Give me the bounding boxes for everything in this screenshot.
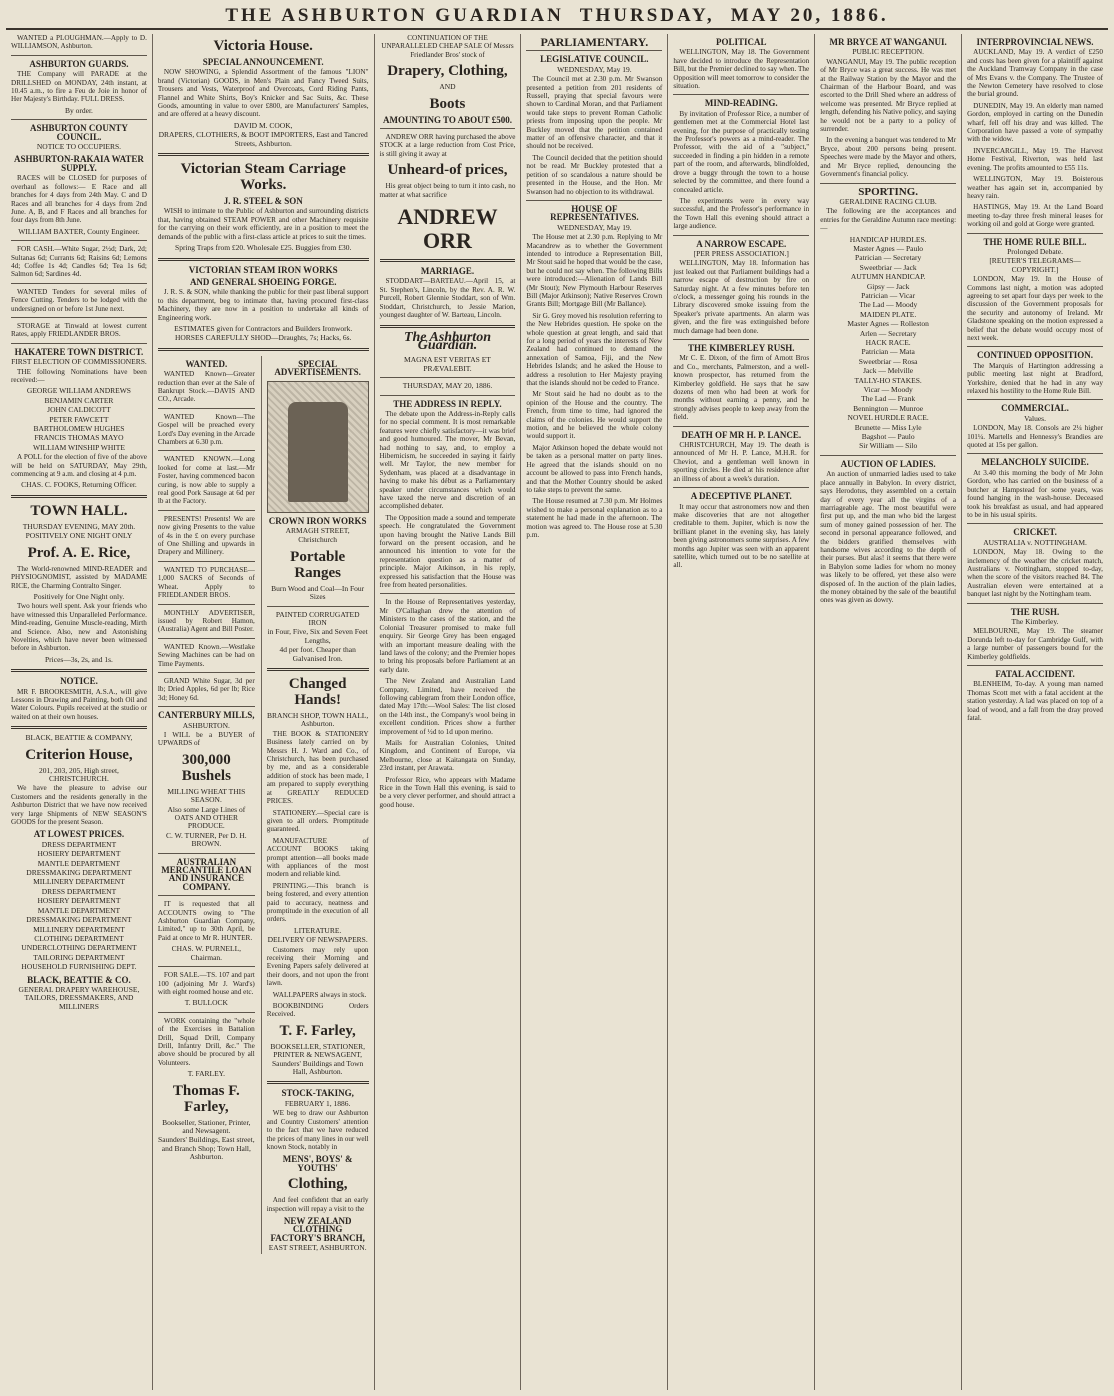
department: HOSIERY DEPARTMENT bbox=[37, 896, 121, 906]
candidate: PETER FAWCETT bbox=[49, 414, 109, 424]
and-word: AND bbox=[439, 82, 456, 92]
poll-sign: CHAS. C. FOOKS, Returning Officer. bbox=[21, 480, 137, 490]
house-body3: Mr Stout said he had no doubt as to the opinion of the House and the country. The French, from time to time, had ignored the claims of the colonies. He would support the motion, and he believed the whole colony would support it. bbox=[526, 390, 663, 441]
department: DRESS DEPARTMENT bbox=[41, 886, 117, 896]
masthead-date: MAY 20, 1886. bbox=[730, 5, 889, 26]
candidate: GEORGE WILLIAM ANDREWS bbox=[26, 386, 131, 396]
steel-prices: Spring Traps from £20. Wholesale £25. Buggies from £30. bbox=[175, 243, 352, 253]
heading-portable: Portable Ranges bbox=[290, 548, 346, 581]
house-body2: Sir G. Grey moved his resolution referring to the New Hebrides question. He spoke on the whole question at great length, and said that for a long period of years the interests of New Zealand had continued to demand the annexation of Samoa, Fiji, and the New Hebrides Islands; and he asked the House to address a resolution to Her Majesty praying that the islands should not be ceded to France. bbox=[526, 311, 663, 388]
unheard-prices: Unheard-of prices, bbox=[387, 162, 508, 179]
heading-hakatere: HAKATERE TOWN DISTRICT. bbox=[14, 346, 144, 357]
race-line: HANDICAP HURDLES. bbox=[849, 234, 927, 244]
candidate: BENJAMIN CARTER bbox=[44, 395, 114, 405]
leg-body: The Council met at 2.30 p.m. Mr Swanson presented a petition from 201 residents of Russell, praying that special favours were shown to Cardinal Moran, and that Parliament would take steps to prevent Roman Catholic priests from imposing upon the people. Mr Buckley moved that the petition contained matter of an offensive character, and that it should not be received. bbox=[526, 75, 663, 151]
painted2: in Four, Five, Six and Seven Feet Lengths, bbox=[267, 627, 368, 645]
oats: Also some Large Lines of OATS AND OTHER PRODUCE. bbox=[167, 804, 246, 831]
horses: HORSES CAREFULLY SHOD—Draughts, 7s; Hacks, 6s. bbox=[174, 333, 352, 343]
house-body4: Major Atkinson hoped the debate would not be taken as a personal matter on party lines. He agreed that the islands should on no account be allowed to pass into French hands, and that the Mother Country should be asked to take steps to prevent the same. bbox=[526, 443, 663, 494]
races-sign: WILLIAM BAXTER, County Engineer. bbox=[18, 226, 140, 236]
stationery: STATIONERY.—Special care is given to all orders. Promptitude guaranteed. bbox=[266, 808, 369, 834]
black-beattie: BLACK, BEATTIE & COMPANY, bbox=[25, 733, 133, 743]
wanted-ad: WANTED Known—Greater reduction than ever at the Sale of Bankrupt Stock.—DAVIS AND CO., Arcade. bbox=[157, 370, 255, 404]
column-8 bbox=[962, 34, 1108, 1390]
race-line: Sir William — Silo bbox=[859, 441, 918, 451]
steel-body: WISH to intimate to the Public of Ashburton and surrounding districts that, having obtained STEAM POWER and other Machinery requisite for the carrying on their work efficiently, are in a position to meet the demands of the public with a first-class article at prices to suit the times. bbox=[157, 207, 369, 241]
bushels: 300,000 Bushels bbox=[181, 751, 231, 784]
heading-death: DEATH OF MR H. P. LANCE. bbox=[681, 429, 802, 440]
heading-parliamentary: PARLIAMENTARY. bbox=[540, 35, 649, 49]
heading-geraldine: GERALDINE RACING CLUB. bbox=[839, 196, 937, 206]
candidate: JOHN CALDICOTT bbox=[47, 405, 111, 415]
literature: LITERATURE. bbox=[294, 925, 342, 935]
victoria-body: NOW SHOWING, a Splendid Assortment of the famous "LION" brand (Victorian) GOODS, in Men's Plain and Fancy Tweed Suits, Trousers and Vests, Waterproof and Overcoats, Cord Riding Pants, Flannel and White Shirts, Boy's Knicker and Sac Suits, &c. These Goods, amounting in value to over £800, are Manufacturers' Samples, and are offered at a heavy discount. bbox=[157, 68, 369, 119]
stock-date: FEBRUARY 1, 1886. bbox=[284, 1098, 351, 1108]
hastings-text: HASTINGS, May 19. At the Land Board meeting to-day three fresh mineral leases for working oil and gold at Gorge were granted. bbox=[967, 203, 1103, 229]
boots: Boots bbox=[429, 95, 466, 112]
department: MILLINERY DEPARTMENT bbox=[33, 924, 125, 934]
dunedin-text: DUNEDIN, May 19. An elderly man named Gordon, employed in carting on the Dunedin wharf, fell off his dray and was killed. The Corporation have passed a vote of sympathy with the widow. bbox=[967, 101, 1103, 144]
races-text: RACES will be CLOSED for purposes of overhaul as follows:— E Race and all branches for 4 days from 24th May. C and D Races and all branches for 4 days from 2nd June. A, B, and F Races and all branches for four days from 8th June. bbox=[11, 174, 147, 225]
narrow-sub: [PER PRESS ASSOCIATION.] bbox=[693, 248, 789, 258]
heading-interprovincial: INTERPROVINCIAL NEWS. bbox=[976, 37, 1094, 47]
address-para: Mails for Australian Colonies, United Kingdom, and Continent of Europe, via Melbourne, close at Kaitangata on Sunday, 23rd instant, per Arawata. bbox=[379, 738, 516, 773]
column-5 bbox=[521, 34, 668, 1390]
heading-sporting: SPORTING. bbox=[858, 185, 919, 198]
house-body: The House met at 2.30 p.m. Replying to Mr Macandrew as to whether the Government intended to introduce a Representation Bill, Mr Stout said he hoped that would be the case, but he could not say when. The following Bills were introduced:—Alienation of Lands Bill (Mr Stout); New Plymouth Harbour Reserves Bill (Major Atkinson); Native Reserves Crown Grants Bill; Mortgage Bill (Mr Ballance). bbox=[526, 233, 663, 309]
criterion-body: We have the pleasure to advise our Customers and the residents generally in the Ashburton District that we have now received very large Shipments of NEW SEASON'S GOODS for the present Season. bbox=[11, 784, 147, 827]
address-para: The New Zealand and Australian Land Company, Limited, have received the following cablegram from their London office, dated May 17th:—Wool Sales: The list closed on the 14th inst., the Company's wool being in excellent condition. Prices show a further improvement of ½d to 1d upon merino. bbox=[379, 677, 516, 736]
forge-body: J. R. S. & SON, while thanking the public for their past liberal support to this department, beg to intimate that, having procured first-class Machinery, they are now in a position to undertake all kinds of Engineering work. bbox=[157, 288, 369, 322]
election-text: THE following Nominations have been received:— bbox=[11, 367, 147, 384]
race-line: Gipsy — Jack bbox=[866, 281, 910, 291]
department: UNDERCLOTHING DEPARTMENT bbox=[21, 943, 137, 953]
address-para: The debate upon the Address-in-Reply calls for no special comment. It is most remarkable features were chiefly satisfactory—it was brief and good humoured. The mover, Mr Bevan, had nothing to say, and, to employ a Hibernicism, he succeeded in saying it fairly well. Mr Taylor, the new member for Sydenham, was placed at a disadvantage in having to make his début as a Parliamentary speaker under circumstances which would have taxed the nerve and discretion of an accomplished debater. bbox=[379, 409, 516, 511]
heading-narrow-escape: A NARROW ESCAPE. bbox=[696, 238, 787, 249]
mens-boys: MENS', BOYS' & YOUTHS' bbox=[282, 1154, 353, 1173]
heading-water: ASHBURTON-RAKAIA WATER SUPPLY. bbox=[13, 154, 144, 173]
candidate: FRANCIS THOMAS MAYO bbox=[34, 433, 124, 443]
wanted-ad: WANTED TO PURCHASE—1,000 SACKS of Seconds of Wheat. Apply to FRIEDLANDER BROS. bbox=[157, 565, 255, 600]
steel-son: J. R. STEEL & SON bbox=[223, 196, 303, 207]
masthead-title: THE ASHBURTON GUARDIAN bbox=[225, 5, 564, 26]
heading-deceptive: A DECEPTIVE PLANET. bbox=[690, 491, 792, 502]
race-line: HACK RACE. bbox=[865, 338, 911, 347]
lance-text: CHRISTCHURCH, May 19. The death is announced of Mr H. P. Lance, M.H.R. for Cheviot, and a gentleman well known in sporting circles. He died at his residence after an illness of about a week's duration. bbox=[673, 441, 810, 483]
poll-text: A POLL for the election of five of the above will be held on SATURDAY, May 29th, commencing at 9 a.m. and closing at 4 p.m. bbox=[11, 453, 147, 479]
heading-notice: NOTICE TO OCCUPIERS. bbox=[36, 142, 121, 152]
mind-body2: The experiments were in every way successful, and the Professor's performance in the Town Hall this evening should attract a large audience. bbox=[673, 196, 810, 231]
reuters: [REUTER'S TELEGRAMS—COPYRIGHT.] bbox=[989, 256, 1081, 274]
rice-body: Two hours well spent. Ask your friends who have witnessed this Unparalleled Performance. Mind-reading, Genuine Muscle-reading, Mirth and Science. Also, new and Astonishing Novelties, which have never been witnessed before in Ashburton. bbox=[11, 602, 147, 653]
paper-title: The Ashburton Guardian. bbox=[403, 329, 491, 353]
race-line: Sweetbriar — Rosa bbox=[858, 356, 918, 366]
wanted-ad: WANTED Known.—Westlake Sewing Machines can be had on Time Payments. bbox=[157, 642, 255, 668]
address-para: The Opposition made a sound and temperate speech. He congratulated the Government upon having brought the Native Lands Bill forward on the present occasion, and he announced his intention to vote for the representation question as a matter of principle. Major Atkinson, in his reply, expressed his satisfaction that the House was free from heated personalities. bbox=[379, 513, 516, 590]
estimates: ESTIMATES given for Contractors and Builders Ironwork. bbox=[174, 323, 353, 333]
race-line: Arlen — Secretary bbox=[859, 328, 917, 338]
kimberley-sub: The Kimberley. bbox=[1011, 616, 1059, 626]
kimberley-text: Mr C. E. Dixon, of the firm of Arnott Bros and Co., merchants, Palmerston, and a well-known prospector, has returned from the Kimberley goldfield. He says that he saw dozens of men who had been at work for months without earning a penny, and he strongly advises people to keep away from the field. bbox=[673, 354, 810, 422]
heading-ladies: AUCTION OF LADIES. bbox=[840, 458, 936, 469]
heading-special-adv: SPECIAL ADVERTISEMENTS. bbox=[274, 358, 361, 378]
amounting: AMOUNTING TO ABOUT £500. bbox=[382, 114, 512, 125]
mills-sign: C. W. TURNER, Per D. H. BROWN. bbox=[165, 830, 247, 849]
marriage-text: STODDART—BARTEAU.—April 15, at St. Stephen's, Lincoln, by the Rev. A. R. W. Purcell, Robert Glennie Stoddart, son of Wm. Stoddart, Christchurch, to Jessie Marion, youngest daughter of W. Barteau, Lincoln. bbox=[379, 277, 516, 320]
brookesmith-text: MR F. BROOKESMITH, A.S.A., will give Lessons in Drawing and Painting, both Oil and Water Colours. Pupils received at the studio or waited on at their own houses. bbox=[11, 687, 147, 721]
heading-mindreading: MIND-READING. bbox=[704, 98, 778, 109]
department: MANTLE DEPARTMENT bbox=[37, 905, 121, 915]
heading-forge: AND GENERAL SHOEING FORGE. bbox=[189, 276, 337, 287]
wallpaper: WALLPAPERS always in stock. bbox=[272, 990, 367, 999]
heading-thomas: Thomas F. Farley, bbox=[172, 1082, 240, 1115]
christchurch: Christchurch bbox=[298, 535, 338, 545]
paper-date: THURSDAY, MAY 20, 1886. bbox=[402, 381, 493, 391]
heading-stocktaking: STOCK-TAKING, bbox=[281, 1088, 354, 1099]
storage-text: STORAGE at Tinwald at lowest current Rates, apply FRIEDLANDER BROS. bbox=[11, 321, 147, 339]
masthead-day: THURSDAY, bbox=[579, 5, 715, 26]
victoria-sign2: DRAPERS, CLOTHIERS, & BOOT IMPORTERS, East and Tancred Streets, Ashburton. bbox=[158, 130, 368, 148]
race-line: MAIDEN PLATE. bbox=[860, 309, 917, 319]
heading-notice2: NOTICE. bbox=[60, 676, 98, 687]
heading-kimberley: THE KIMBERLEY RUSH. bbox=[688, 343, 795, 353]
heading-homerule: THE HOME RULE BILL. bbox=[983, 236, 1087, 247]
column-6 bbox=[668, 34, 815, 1390]
heading-criterion: Criterion House, bbox=[25, 746, 133, 763]
guards-text: THE Company will PARADE at the DRILLSHED on MONDAY, 24th instant, at 10.45 a.m., to fire a Feu de Joie in honor of Her Majesty's Birthday. FULL DRESS. bbox=[11, 70, 147, 104]
heading-steam: Victorian Steam Carriage Works. bbox=[180, 161, 346, 194]
thursday-evening: THURSDAY EVENING, MAY 20th. bbox=[22, 521, 136, 531]
crown-iron-works: CROWN IRON WORKS bbox=[268, 515, 367, 526]
crown-iron-works-illustration bbox=[267, 381, 369, 513]
notice-accounts: IT is requested that all ACCOUNTS owing to "The Ashburton Guardian Company, Limited," up to 30th April, be Paid at once to Mr R. HUNTER. bbox=[157, 900, 255, 942]
andrew-orr: ANDREW ORR bbox=[397, 204, 498, 254]
column-1 bbox=[6, 34, 153, 1390]
race-line: Patrician — Vicar bbox=[861, 290, 916, 300]
farley-sign: T. FARLEY. bbox=[187, 1069, 225, 1079]
lowest-prices: AT LOWEST PRICES. bbox=[33, 829, 125, 840]
wanted-ad: MONTHLY ADVERTISER, issued by Robert Hamon, (Australia) Agent and Bill Poster. bbox=[157, 608, 255, 634]
printing: PRINTING.—This branch is being fostered, and every attention paid to accuracy, neatness and promptitude in the execution of all orders. bbox=[266, 881, 369, 924]
race-line: Patrician — Secretary bbox=[855, 253, 922, 263]
thomas-sub: Bookseller, Stationer, Printer, and Newsagent. bbox=[162, 1117, 251, 1135]
race-line: The Lad — Frank bbox=[861, 394, 916, 404]
fatal-text: BLENHEIM, To-day. A young man named Thomas Scott met with a fatal accident at the station yesterday. A lad was placed on top of a load of wood, and a fall from the dray proved fatal. bbox=[967, 680, 1103, 723]
race-line: Sweetbriar — Jack bbox=[859, 262, 917, 272]
footer-black-beattie: BLACK, BEATTIE & CO. bbox=[27, 974, 131, 985]
special-ads-column bbox=[261, 356, 369, 1254]
heading-legislative: LEGISLATIVE COUNCIL. bbox=[540, 54, 649, 65]
thomas-addr: Saunders' Buildings, East street, and Branch Shop; Town Hall, Ashburton. bbox=[158, 1135, 255, 1162]
wanted-ad: WANTED Known—The Gospel will be preached every Lord's Day evening in the Arcade Chambers at 6.30 p.m. bbox=[157, 412, 255, 446]
masthead bbox=[6, 4, 1108, 30]
tenders-text: WANTED Tenders for several miles of Fence Cutting. Tenders to be lodged with the undersigned on or before 1st June next. bbox=[11, 287, 147, 313]
rice-one: Positively for One Night only. bbox=[33, 591, 125, 601]
deceptive-text: It may occur that astronomers now and then make discoveries that are not altogether creditable to them. Jupiter, which is now the brilliant planet in the evening sky, has lately been giving astronomers some surprises. A few months ago Jupiter was seen with an apparent satellite, which turned out to be no satellite at all. bbox=[673, 502, 810, 570]
department: MANTLE DEPARTMENT bbox=[37, 858, 121, 868]
reception-text: WANGANUI, May 19. The public reception of Mr Bryce was a great success. He was met at the Railway Station by the Mayor and the Chairman of the Harbour Board, and was escorted to the Drill Shed where an address of welcome was presented. Mr Bryce replied at length, defending his Native policy, and saying he would not be a party to a policy of surrender. bbox=[820, 57, 957, 134]
department: DRESS DEPARTMENT bbox=[41, 839, 117, 849]
heading-reception: PUBLIC RECEPTION. bbox=[852, 47, 924, 57]
race-line: Patrician — Mata bbox=[861, 347, 915, 357]
range-image bbox=[288, 402, 348, 502]
race-line: Brunette — Miss Lyle bbox=[854, 422, 922, 432]
heading-commercial: COMMERCIAL. bbox=[1001, 403, 1069, 414]
commercial-text: LONDON, May 18. Consols are 2¼ higher 101¼. Martells and Hennessy's Brandies are quoted at 15s per gallon. bbox=[967, 424, 1103, 450]
cricket-sub: AUSTRALIA v. NOTTINGHAM. bbox=[983, 537, 1087, 547]
heading-fatal: FATAL ACCIDENT. bbox=[995, 669, 1075, 679]
delivery: DELIVERY OF NEWSPAPERS. bbox=[267, 935, 368, 945]
heading-tf-farley: T. F. Farley, bbox=[279, 1022, 356, 1039]
race-line: Bagshot — Paulo bbox=[861, 432, 915, 442]
victoria-sign: DAVID M. COOK, bbox=[233, 120, 293, 130]
heading-melancholy: MELANCHOLY SUICIDE. bbox=[981, 457, 1089, 468]
column-7 bbox=[815, 34, 962, 1390]
race-line: The Lad — Moody bbox=[859, 300, 918, 310]
clothing: Clothing, bbox=[287, 1176, 348, 1193]
heading-cricket: CRICKET. bbox=[1013, 527, 1057, 538]
tf-sub: BOOKSELLER, STATIONER, PRINTER & NEWSAGENT, Saunders' Buildings and Town Hall, Ashburton. bbox=[270, 1041, 365, 1077]
heading-canterbury: CANTERBURY MILLS, bbox=[158, 710, 255, 721]
bullock: T. BULLOCK bbox=[184, 998, 228, 1008]
department: TAILORING DEPARTMENT bbox=[33, 952, 125, 962]
address-para: In the House of Representatives yesterday, Mr O'Callaghan drew the attention of Ministers to the cases of the station, and the Colonial Treasurer promised to make full enquiry. Sir George Grey has been engaged with an important measure dealing with the land laws of the colony; and the Premier hopes to bring his proposals before Parliament at an early date. bbox=[379, 598, 516, 674]
leg-body2: The Council decided that the petition should not be read. Mr Buckley protested that a petition of so scandalous a nature should be presented in the House, and the Hon. Mr Swanson had no objection to its withdrawal. bbox=[526, 153, 663, 196]
orr-body: ANDREW ORR having purchased the above STOCK at a large reduction from Cost Price, is still giving it away at bbox=[379, 133, 516, 158]
heading-rush: THE RUSH. bbox=[1010, 606, 1060, 617]
motto: MAGNA EST VERITAS ET PRÆVALEBIT. bbox=[404, 355, 491, 373]
department: DRESSMAKING DEPARTMENT bbox=[26, 868, 132, 878]
wanted-column bbox=[158, 356, 255, 1254]
department: DRESSMAKING DEPARTMENT bbox=[26, 915, 132, 925]
heading-wanted: WANTED. bbox=[185, 358, 228, 369]
department: CLOTHING DEPARTMENT bbox=[34, 933, 124, 943]
heading-political: POLITICAL bbox=[716, 37, 767, 47]
mills-body: I WILL be a BUYER of UPWARDS of bbox=[157, 730, 255, 748]
prof-rice: Prof. A. E. Rice, bbox=[27, 544, 131, 561]
rush-text: MELBOURNE, May 19. The steamer Dorunda left to-day for Cambridge Gulf, with a large number of passengers bound for the Kimberley goldfields. bbox=[967, 627, 1103, 661]
footer-drapery: GENERAL DRAPERY WAREHOUSE, TAILORS, DRESSMAKERS, AND MILLINERS bbox=[18, 984, 140, 1011]
stock-foot: And feel confident that an early inspection will repay a visit to the bbox=[266, 1196, 369, 1213]
race-line: TALLY-HO STAKES. bbox=[854, 375, 922, 385]
department: HOSIERY DEPARTMENT bbox=[37, 849, 121, 859]
painted: PAINTED CORRUGATED IRON bbox=[275, 609, 360, 627]
heading-marriage: MARRIAGE. bbox=[420, 266, 475, 277]
east-street: EAST STREET, ASHBURTON. bbox=[268, 1243, 367, 1253]
house-body5: The House resumed at 7.30 p.m. Mr Holmes wished to make a personal explanation as to a statement he had made in the afternoon. The motion was agreed to. The House rose at 5.30 p.m. bbox=[526, 497, 663, 539]
candidate: BARTHOLOMEW HUGHES bbox=[33, 424, 125, 434]
column-4 bbox=[375, 34, 522, 1390]
purnell: CHAS. W. PURNELL, Chairman. bbox=[171, 944, 242, 962]
guards-sign: By order. bbox=[64, 105, 93, 115]
geraldine-text: The following are the acceptances and entries for the Geraldine Autumn race meeting:— bbox=[820, 207, 957, 233]
delivery-body: Customers may rely upon receiving their Morning and Evening Papers safely delivered at their doors, and not upon the front lawn. bbox=[266, 945, 369, 988]
continuation: CONTINUATION OF THE UNPARALLELED CHEAP SALE Of Messrs Friedlander Bros' stock of bbox=[381, 34, 514, 59]
race-line: Jack — Melville bbox=[863, 366, 914, 376]
continued-text: The Marquis of Hartington addressing a public meeting last night at Bradford, Yorkshire, denied that he had in any way relaxed his hostility to the Home Rule Bill. bbox=[967, 361, 1103, 396]
heading-changed: Changed Hands! bbox=[288, 676, 347, 709]
address-para: Professor Rice, who appears with Madame Rice in the Town Hall this evening, is said to be a very clever performer, and should attract a good house. bbox=[379, 775, 516, 809]
manufacture: MANUFACTURE of ACCOUNT BOOKS taking prompt attention—all books made with appliances of the most modern and reliable kind. bbox=[266, 836, 369, 879]
race-line: Vicar — Moody bbox=[863, 385, 913, 395]
heading-continued: CONTINUED OPPOSITION. bbox=[977, 350, 1094, 361]
race-line: Master Agnes — Paulo bbox=[853, 243, 924, 253]
interprov-text: AUCKLAND, May 19. A verdict of £250 and costs has been given for a plaintiff against the Auckland Tramway Company in the case of Mrs Evans v. the Company. The Trustee of the Newton Cemetery have resolved to close the burial ground. bbox=[967, 48, 1103, 99]
heading-victoria: Victoria House. bbox=[213, 38, 313, 54]
criterion-addr: 201, 203, 205, High street, CHRISTCHURCH. bbox=[38, 765, 119, 783]
mills-sub: ASHBURTON. bbox=[182, 720, 230, 730]
leg-date: WEDNESDAY, May 19. bbox=[557, 64, 632, 74]
melancholy-text: At 3.40 this morning the body of Mr John Gordon, who has carried on the business of a butcher at Hampstead for some years, was found hanging in the wash-house. Deceased took his breakfast as usual, and had appeared to be in his usual spirits. bbox=[967, 468, 1103, 519]
milling: MILLING WHEAT THIS SEASON. bbox=[167, 786, 246, 805]
prolonged: Prolonged Debate. bbox=[1007, 246, 1063, 256]
race-line: Master Agnes — Rolleston bbox=[847, 319, 929, 329]
house-date: WEDNESDAY, May 19. bbox=[557, 222, 632, 232]
drapery-clothing: Drapery, Clothing, bbox=[387, 63, 508, 80]
race-line: Bennington — Munroe bbox=[853, 403, 924, 413]
narrow-body: WELLINGTON, May 18. Information has just leaked out that Parliament buildings had a narrow escape of destruction by fire on Saturday night. At a few minutes before ten o'clock, a messenger going his rounds in the Library discovered smoke issuing from the Speaker's private apartments. An alarm was given, and the fire was extinguished before much damage had been done. bbox=[673, 259, 810, 335]
values: Values. bbox=[1024, 413, 1046, 423]
armagh-street: ARMAGH STREET, bbox=[285, 525, 350, 535]
mind-body: By invitation of Professor Rice, a number of gentlemen met at the Commercial Hotel last evening, for the purpose of practically testing the Professor's powers as a mind-reader. The Professor, with the aid of a "subject," succeeded in finding a pin hidden in a remote part of the room, and afterwards, blindfolded, drove a buggy through the town to a house selected by the committee, and there found a concealed article. bbox=[673, 109, 810, 194]
wanted-ad: WANTED KNOWN.—Long looked for come at last.—Mr Foster, having commenced bacon curing, is now able to supply a real good Pork Sausage at 6d per lb at the Factory. bbox=[157, 455, 255, 506]
political-text: WELLINGTON, May 18. The Government have decided to introduce the Representation Bill, but the Premier declined to say when. The Opposition will meet tomorrow to consider the situation. bbox=[673, 48, 810, 91]
department: MILLINERY DEPARTMENT bbox=[33, 877, 125, 887]
rice-desc: The World-renowned MIND-READER and PHYSIOGNOMIST, assisted by MADAME RICE, the Charming Contralto Singer. bbox=[11, 564, 147, 590]
bookbinding: BOOKBINDING Orders Received. bbox=[266, 1002, 369, 1019]
wellington-text: WELLINGTON, May 19. Boisterous weather has again set in, accompanied by heavy rain. bbox=[967, 175, 1103, 200]
invercargill-text: INVERCARGILL, May 19. The Harvest Home Festival, Riverton, was held last evening. The profits amounted to £55 11s. bbox=[967, 146, 1103, 172]
one-night: POSITIVELY ONE NIGHT ONLY bbox=[25, 531, 133, 541]
wanted-ad: PRESENTS! Presents! We are now giving Presents to the value of 4s in the £ on every purchase of One Shilling and upwards in Drapery and Millinery. bbox=[157, 514, 255, 557]
wanted-ad: GRAND White Sugar, 3d per lb; Dried Apples, 6d per lb; Rice 3d; Honey 6d. bbox=[157, 676, 255, 702]
branch-shop: BRANCH SHOP, TOWN HALL, Ashburton. bbox=[267, 711, 369, 729]
heading-australian: AUSTRALIAN MERCANTILE LOAN AND INSURANCE COMPANY. bbox=[161, 856, 252, 892]
stock-body: WE beg to draw our Ashburton and Country Customers' attention to the fact that we have reduced the prices of many lines in our well known Stock, notably in bbox=[266, 1109, 369, 1151]
ladies-text: An auction of unmarried ladies used to take place annually in Babylon. In every district, says Herodotus, they assembled on a certain day of every year all the virgins of a marriageable age. The most beautiful were first put up, and the man who bid the largest sum of money gained possession of her. The second in personal appearance followed, and the bidders gratified themselves with handsome wives according to the depth of their purses. But alas! it seems that there were in Babylon some ladies for whom no money was likely to be offered, yet these also were disposed of. In the auction of the plain ladies, the money obtained by the sale of the beautiful ones was given as dowry. bbox=[820, 470, 957, 605]
portable-body: Burn Wood and Coal—In Four Sizes bbox=[271, 583, 365, 602]
orr-foot: His great object being to turn it into cash, no matter at what sacrifice bbox=[379, 182, 516, 199]
volunteer: WORK containing the "whole of the Exercises in Battalion Drill, Squad Drill, Company Drill, Infantry Drill, &c." The above should be procured by all Volunteers. bbox=[157, 1016, 255, 1067]
heading-council: ASHBURTON COUNTY COUNCIL. bbox=[30, 123, 128, 142]
nz-clothing: NEW ZEALAND CLOTHING FACTORY'S BRANCH, bbox=[270, 1215, 365, 1243]
candidate: WILLIAM WINSHIP WHITE bbox=[32, 442, 125, 452]
cricket-text: LONDON, May 18. Owing to the inclemency of the weather the cricket match, Australians v. Nottingham, stopped to-day, when the score of the visitors reached 84. The Australian eleven were entertained at a banquet last night by the Nottingham team. bbox=[967, 548, 1103, 599]
forcash-text: FOR CASH.—White Sugar, 2½d; Dark, 2d; Sultanas 6d; Currants 6d; Raisins 6d; Lemons 4d; Coffee 1s 4d; Candles 6d; Tea 1s 6d; Salmon 6d; Sardines 4d. bbox=[11, 245, 147, 279]
heading-address: THE ADDRESS IN REPLY. bbox=[393, 398, 502, 409]
ad-ploughman: WANTED a PLOUGHMAN.—Apply to D. WILLIAMSON, Ashburton. bbox=[11, 34, 147, 51]
changed-body: THE BOOK & STATIONERY Business lately carried on by Messrs H. J. Ward and Co., of Christchurch, has been purchased by me, and as a considerable addition of stock has been made, I am prepared to supply everything at GREATLY REDUCED PRICES. bbox=[266, 729, 369, 806]
column-2 bbox=[153, 34, 375, 1390]
heading-election: FIRST ELECTION OF COMMISSIONERS. bbox=[11, 357, 147, 367]
columns bbox=[6, 34, 1108, 1390]
heading-ironworks: VICTORIAN STEAM IRON WORKS bbox=[188, 264, 338, 275]
heading-guards: ASHBURTON GUARDS. bbox=[29, 58, 129, 69]
painted3: 4d per foot. Cheaper than Galvanised Iron. bbox=[279, 645, 356, 663]
prices: Prices—3s, 2s, and 1s. bbox=[44, 654, 113, 664]
heading-townhall: TOWN HALL. bbox=[30, 502, 128, 519]
department: HOUSEHOLD FURNISHING DEPT. bbox=[21, 962, 137, 972]
race-line: AUTUMN HANDICAP. bbox=[850, 272, 926, 282]
race-line: NOVEL HURDLE RACE. bbox=[847, 413, 929, 423]
homerule-text: LONDON, May 19. In the House of Commons last night, a motion was adopted agreeing to set apart four days per week to the discussion of the Government proposals for the security and autonomy of Ireland. Mr Gladstone speaking on the motion expressed a belief that the debate would occupy most of next week. bbox=[967, 275, 1103, 342]
forsale: FOR SALE.—TS. 107 and part 100 (adjoining Mr J. Ward's) with eight roomed house and etc. bbox=[157, 971, 255, 996]
reception-text2: In the evening a banquet was tendered to Mr Bryce, about 200 persons being present. Speeches were made by the Mayor and others, and Mr Bryce replied, denouncing the Government's financial policy. bbox=[820, 136, 957, 179]
heading-mr-bryce: MR BRYCE AT WANGANUI. bbox=[829, 37, 947, 47]
special-announcement: SPECIAL ANNOUNCEMENT. bbox=[202, 57, 324, 67]
heading-house: HOUSE OF REPRESENTATIVES. bbox=[550, 203, 639, 223]
